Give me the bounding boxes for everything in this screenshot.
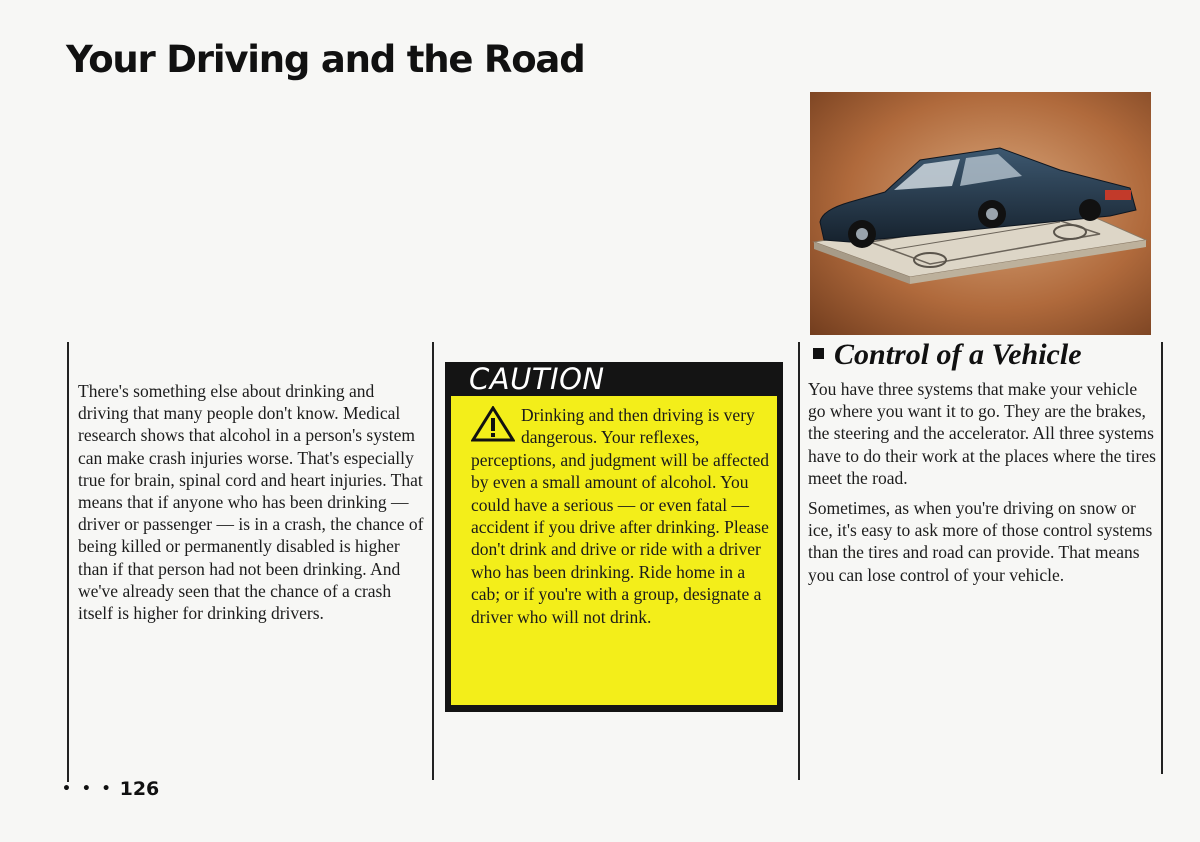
caution-text-block	[471, 404, 777, 628]
right-paragraph-2: Sometimes, as when you're driving on snow or ice, it's easy to ask more of those control systems than the tires and road can provide. That means you can lose control of your vehicle.	[808, 498, 1153, 585]
car-on-road-slab-illustration	[810, 92, 1151, 335]
column-divider-far-right	[1161, 342, 1163, 774]
page-number	[62, 778, 159, 800]
page-number-dots: • • •	[62, 781, 114, 797]
caution-box	[445, 362, 783, 712]
column-divider-middle	[432, 342, 434, 780]
right-paragraph-1: You have three systems that make your vehicle go where you want it to go. They are the brakes, the steering and the accelerator. All three systems have to do their work at the places where the tires meet the road.	[808, 379, 1156, 488]
left-column	[78, 380, 428, 632]
heading-bullet-icon	[813, 348, 824, 359]
right-column	[808, 378, 1156, 594]
column-divider-right	[798, 342, 800, 780]
section-heading	[813, 338, 1082, 372]
page-number-value: 126	[119, 778, 160, 800]
left-paragraph: There's something else about drinking and driving that many people don't know. Medical research shows that alcohol in a person's system can make crash injuries worse. That's especially true for brain, spinal cord and heart injuries. That means that if anyone who has been drinking — driver or passenger — is in a crash, the chance of being killed or permanently disabled is higher than if that person had not been drinking. And we've already seen that the chance of a crash itself is higher for drinking drivers.	[78, 381, 424, 624]
section-heading-text: Control of a Vehicle	[834, 338, 1082, 371]
caution-panel	[451, 396, 777, 705]
column-divider-left	[67, 342, 69, 782]
caution-label: CAUTION	[469, 362, 605, 396]
warning-triangle-icon	[471, 406, 515, 442]
caution-text: Drinking and then driving is very dangerous. Your reflexes, perceptions, and judgment will be affected by even a small amount of alcohol. You could have a serious — or even fatal — accident if you drive after drinking. Please don't drink and drive or ride with a driver who has been drinking. Ride home in a cab; or if you're with a group, designate a driver who will not drink.	[471, 405, 770, 627]
page-title: Your Driving and the Road	[66, 38, 585, 81]
